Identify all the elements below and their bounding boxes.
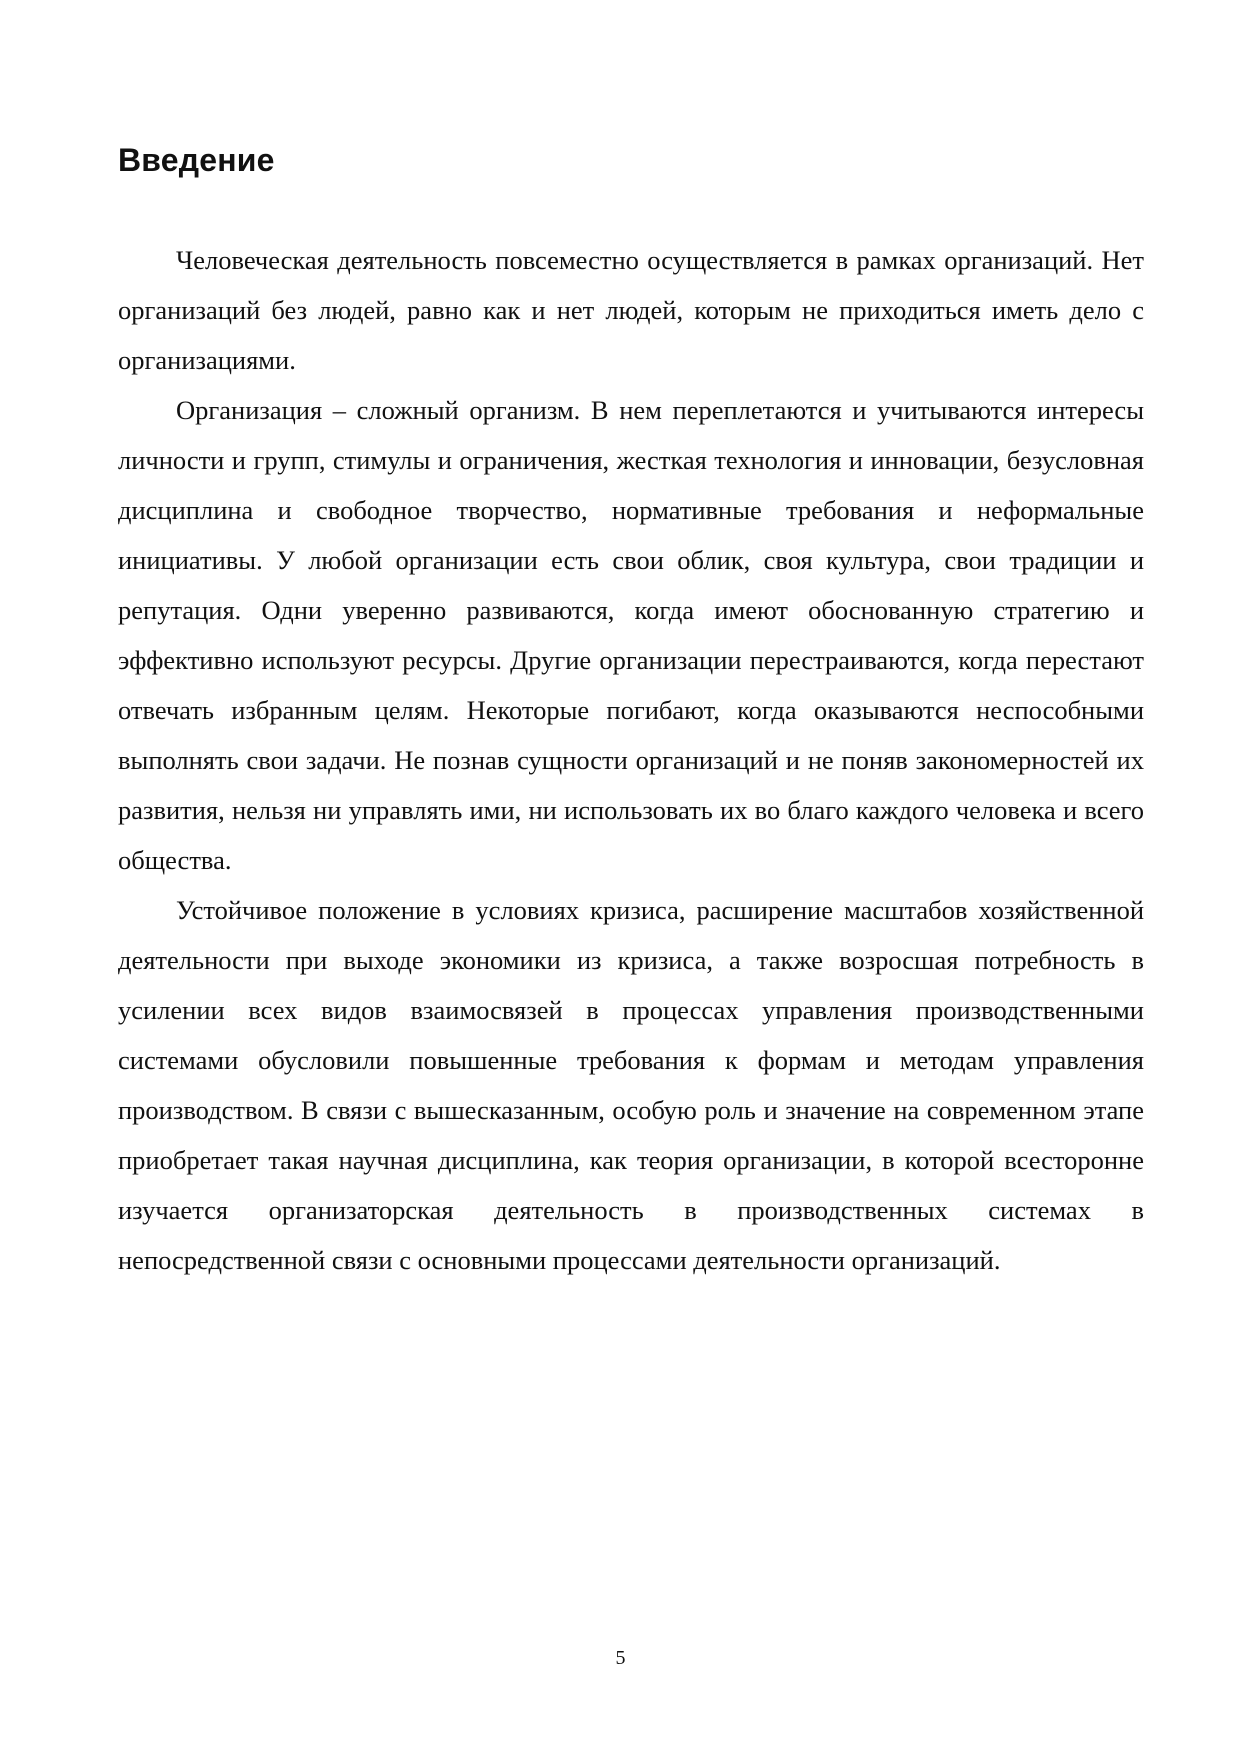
body-text [118, 235, 1144, 1285]
section-heading: Введение [118, 142, 275, 178]
paragraph-2: Организация – сложный организм. В нем переплетаются и учитываются интересы личности и групп, стимулы и ограничения, жесткая технология и инновации, безусловная дисциплина и свободное творчество, нормативные требования и неформальные инициативы. У любой организации есть свои облик, своя культура, свои традиции и репутация. Одни уверенно развиваются, когда имеют обоснованную стратегию и эффективно используют ресурсы. Другие организации перестраиваются, когда перестают отвечать избранным целям. Некоторые погибают, когда оказываются неспособными выполнять свои задачи. Не познав сущности организаций и не поняв закономерностей их развития, нельзя ни управлять ими, ни использовать их во благо каждого человека и всего общества. [118, 395, 1144, 875]
page-number: 5 [615, 1647, 626, 1669]
paragraph-1: Человеческая деятельность повсеместно осуществляется в рамках организаций. Нет организаций без людей, равно как и нет людей, которым не приходиться иметь дело с организациями. [118, 245, 1144, 375]
paragraph-3: Устойчивое положение в условиях кризиса, расширение масштабов хозяйственной деятельности при выходе экономики из кризиса, а также возросшая потребность в усилении всех видов взаимосвязей в процессах управления производственными системами обусловили повышенные требования к формам и методам управления производством. В связи с вышесказанным, особую роль и значение на современном этапе приобретает такая научная дисциплина, как теория организации, в которой всесторонне изучается организаторская деятельность в производственных системах в непосредственной связи с основными процессами деятельности организаций. [118, 895, 1144, 1275]
